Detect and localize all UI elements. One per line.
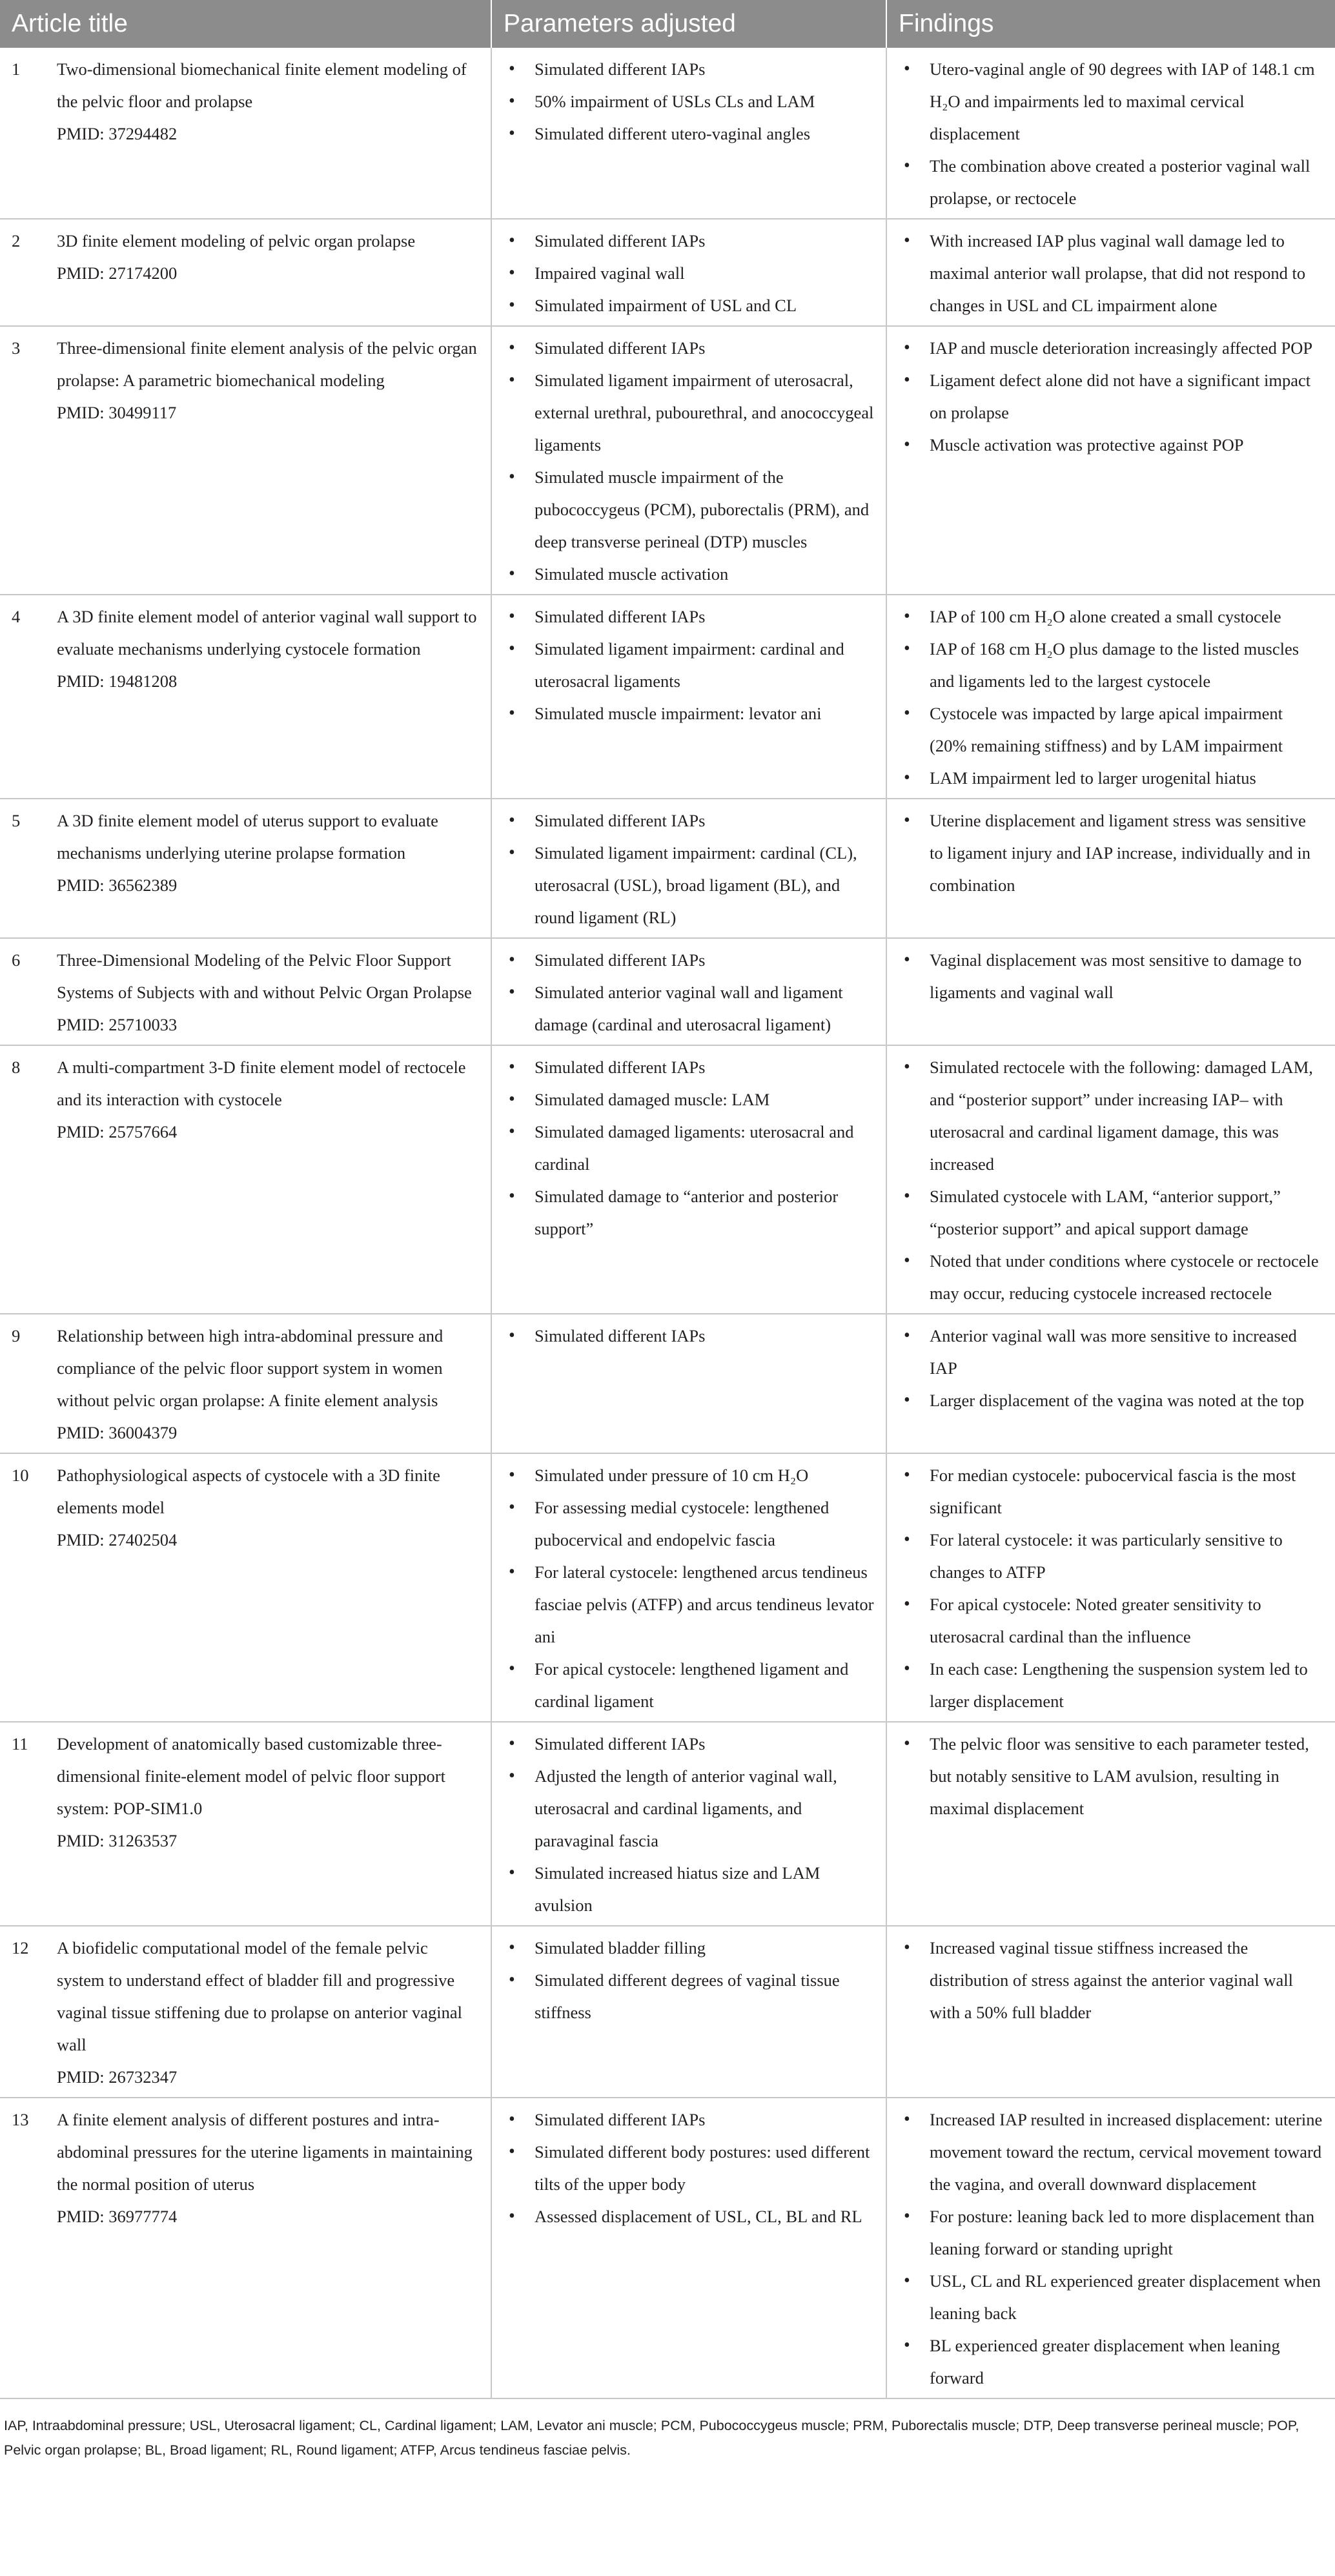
finding-item: • Utero-vaginal angle of 90 degrees with IAP of 148.1 cm H₂O and impairments led to maximal cervical displacement bbox=[904, 53, 1323, 150]
finding-item: • Increased vaginal tissue stiffness increased the distribution of stress against the anterior vaginal wall with a 50% full bladder bbox=[904, 1932, 1323, 2029]
table-row bbox=[0, 326, 1335, 595]
article-title-cell bbox=[0, 2098, 491, 2398]
parameters-list bbox=[504, 1459, 874, 1717]
article-title: A multi-compartment 3-D finite element model of rectocele and its interaction with cystocele bbox=[57, 1058, 466, 1109]
parameter-item: • Simulated different body postures: used different tilts of the upper body bbox=[509, 2136, 874, 2200]
findings-list bbox=[899, 53, 1323, 214]
findings-cell bbox=[886, 48, 1335, 219]
parameter-item: • Simulated different IAPs bbox=[509, 225, 874, 257]
finding-item: • USL, CL and RL experienced greater displacement when leaning back bbox=[904, 2265, 1323, 2329]
finding-item: • Larger displacement of the vagina was noted at the top bbox=[904, 1384, 1323, 1416]
article-entry bbox=[12, 1320, 479, 1449]
article-title-cell bbox=[0, 1314, 491, 1453]
parameter-item: • Simulated ligament impairment of uterosacral, external urethral, pubourethral, and anococcygeal ligaments bbox=[509, 364, 874, 461]
parameter-item: • Simulated damaged muscle: LAM bbox=[509, 1083, 874, 1116]
article-entry bbox=[12, 53, 479, 150]
parameter-item: • Simulated muscle impairment of the pubococcygeus (PCM), puborectalis (PRM), and deep transverse perineal (DTP) muscles bbox=[509, 461, 874, 558]
findings-list bbox=[899, 600, 1323, 794]
findings-cell bbox=[886, 1722, 1335, 1926]
parameter-item: • For apical cystocele: lengthened ligament and cardinal ligament bbox=[509, 1653, 874, 1717]
finding-item: • For posture: leaning back led to more displacement than leaning forward or standing upright bbox=[904, 2200, 1323, 2265]
finding-item: • Simulated cystocele with LAM, “anterior support,” “posterior support” and apical support damage bbox=[904, 1180, 1323, 1245]
table-row bbox=[0, 1045, 1335, 1314]
parameters-list bbox=[504, 1932, 874, 2029]
parameters-list bbox=[504, 804, 874, 934]
pmid: PMID: 19481208 bbox=[57, 671, 178, 691]
findings-cell bbox=[886, 595, 1335, 799]
finding-item: • BL experienced greater displacement when leaning forward bbox=[904, 2329, 1323, 2394]
findings-list bbox=[899, 944, 1323, 1008]
article-title-cell bbox=[0, 595, 491, 799]
parameter-item: • Simulated different IAPs bbox=[509, 53, 874, 85]
findings-list bbox=[899, 1728, 1323, 1825]
findings-cell bbox=[886, 219, 1335, 326]
row-number: 6 bbox=[12, 950, 21, 970]
parameter-item: • Simulated different utero-vaginal angles bbox=[509, 118, 874, 150]
row-number: 11 bbox=[12, 1734, 28, 1753]
article-text bbox=[57, 1051, 479, 1148]
finding-item: • For apical cystocele: Noted greater sensitivity to uterosacral cardinal than the influence bbox=[904, 1588, 1323, 1653]
parameter-item: • Simulated different degrees of vaginal tissue stiffness bbox=[509, 1964, 874, 2029]
article-title: Relationship between high intra-abdominal pressure and compliance of the pelvic floor support system in women without pelvic organ prolapse: A finite element analysis bbox=[57, 1326, 443, 1410]
parameter-item: • For assessing medial cystocele: lengthened pubocervical and endopelvic fascia bbox=[509, 1491, 874, 1556]
header-findings: Findings bbox=[886, 0, 1335, 48]
findings-cell bbox=[886, 799, 1335, 938]
pmid: PMID: 36977774 bbox=[57, 2207, 178, 2226]
article-text bbox=[57, 804, 479, 901]
finding-item: • The combination above created a posterior vaginal wall prolapse, or rectocele bbox=[904, 150, 1323, 214]
parameter-item: • Simulated different IAPs bbox=[509, 1728, 874, 1760]
findings-cell bbox=[886, 2098, 1335, 2398]
findings-cell bbox=[886, 1453, 1335, 1722]
article-title: 3D finite element modeling of pelvic organ prolapse bbox=[57, 231, 416, 250]
article-text bbox=[57, 1932, 479, 2093]
parameter-item: • Impaired vaginal wall bbox=[509, 257, 874, 289]
table-body bbox=[0, 48, 1335, 2398]
findings-list bbox=[899, 332, 1323, 461]
parameters-cell bbox=[491, 799, 886, 938]
pmid: PMID: 31263537 bbox=[57, 1831, 178, 1850]
article-text bbox=[57, 2103, 479, 2233]
table-row bbox=[0, 1314, 1335, 1453]
row-number: 13 bbox=[12, 2110, 29, 2129]
findings-list bbox=[899, 804, 1323, 901]
table-footnote: IAP, Intraabdominal pressure; USL, Uterosacral ligament; CL, Cardinal ligament; LAM, Levator ani muscle; PCM, Pubococcygeus muscle; PRM, Puborectalis muscle; DTP, Deep transverse perineal muscle; POP, Pelvic organ prolapse; BL, Broad ligament; RL, Round ligament; ATFP, Arcus tendineus fasciae pelvis. bbox=[4, 2418, 1299, 2458]
parameters-list bbox=[504, 944, 874, 1041]
article-title: A 3D finite element model of uterus support to evaluate mechanisms underlying uterine prolapse formation bbox=[57, 811, 438, 863]
article-text bbox=[57, 225, 479, 289]
parameters-cell bbox=[491, 1314, 886, 1453]
article-text bbox=[57, 1320, 479, 1449]
parameter-item: • Simulated damage to “anterior and posterior support” bbox=[509, 1180, 874, 1245]
finding-item: • IAP of 168 cm H₂O plus damage to the listed muscles and ligaments led to the largest cystocele bbox=[904, 633, 1323, 697]
finding-item: • Vaginal displacement was most sensitive to damage to ligaments and vaginal wall bbox=[904, 944, 1323, 1008]
finding-item: • Uterine displacement and ligament stress was sensitive to ligament injury and IAP increase, individually and in combination bbox=[904, 804, 1323, 901]
table-row bbox=[0, 219, 1335, 326]
row-number: 5 bbox=[12, 811, 21, 830]
finding-item: • LAM impairment led to larger urogenital hiatus bbox=[904, 762, 1323, 794]
article-entry bbox=[12, 600, 479, 697]
article-title: A biofidelic computational model of the female pelvic system to understand effect of bladder fill and progressive vaginal tissue stiffening due to prolapse on anterior vaginal wall bbox=[57, 1938, 462, 2054]
article-title-cell bbox=[0, 938, 491, 1045]
findings-cell bbox=[886, 1926, 1335, 2098]
article-title-cell bbox=[0, 1926, 491, 2098]
findings-cell bbox=[886, 1314, 1335, 1453]
article-entry bbox=[12, 332, 479, 429]
parameters-cell bbox=[491, 1453, 886, 1722]
table-row bbox=[0, 2098, 1335, 2398]
parameters-list bbox=[504, 1728, 874, 1921]
parameters-list bbox=[504, 225, 874, 322]
parameter-item: • Assessed displacement of USL, CL, BL and RL bbox=[509, 2200, 874, 2233]
finding-item: • Noted that under conditions where cystocele or rectocele may occur, reducing cystocele increased rectocele bbox=[904, 1245, 1323, 1309]
header-row bbox=[0, 0, 1335, 48]
article-title-cell bbox=[0, 799, 491, 938]
finding-item: • Cystocele was impacted by large apical impairment (20% remaining stiffness) and by LAM impairment bbox=[904, 697, 1323, 762]
article-entry bbox=[12, 1728, 479, 1857]
findings-cell bbox=[886, 938, 1335, 1045]
table-row bbox=[0, 1722, 1335, 1926]
parameter-item: • Simulated under pressure of 10 cm H₂O bbox=[509, 1459, 874, 1491]
parameter-item: • Adjusted the length of anterior vaginal wall, uterosacral and cardinal ligaments, and paravaginal fascia bbox=[509, 1760, 874, 1857]
parameters-cell bbox=[491, 595, 886, 799]
header-article-title: Article title bbox=[0, 0, 491, 48]
parameter-item: • Simulated different IAPs bbox=[509, 2103, 874, 2136]
findings-list bbox=[899, 1320, 1323, 1416]
pmid: PMID: 36562389 bbox=[57, 875, 178, 895]
article-title: A finite element analysis of different postures and intra-abdominal pressures for the uterine ligaments in maintaining the normal position of uterus bbox=[57, 2110, 473, 2194]
article-title: Pathophysiological aspects of cystocele with a 3D finite elements model bbox=[57, 1466, 440, 1517]
finding-item: • In each case: Lengthening the suspension system led to larger displacement bbox=[904, 1653, 1323, 1717]
parameter-item: • Simulated muscle impairment: levator ani bbox=[509, 697, 874, 730]
article-title-cell bbox=[0, 1045, 491, 1314]
parameter-item: • Simulated muscle activation bbox=[509, 558, 874, 590]
parameter-item: • Simulated anterior vaginal wall and ligament damage (cardinal and uterosacral ligament) bbox=[509, 976, 874, 1041]
parameter-item: • Simulated different IAPs bbox=[509, 804, 874, 837]
pmid: PMID: 30499117 bbox=[57, 403, 177, 422]
parameter-item: • Simulated different IAPs bbox=[509, 1320, 874, 1352]
parameter-item: • Simulated different IAPs bbox=[509, 944, 874, 976]
finding-item: • For lateral cystocele: it was particularly sensitive to changes to ATFP bbox=[904, 1524, 1323, 1588]
parameter-item: • For lateral cystocele: lengthened arcus tendineus fasciae pelvis (ATFP) and arcus tendineus levator ani bbox=[509, 1556, 874, 1653]
findings-cell bbox=[886, 1045, 1335, 1314]
article-text bbox=[57, 332, 479, 429]
finding-item: • Simulated rectocele with the following: damaged LAM, and “posterior support” under increasing IAP– with uterosacral and cardinal ligament damage, this was increased bbox=[904, 1051, 1323, 1180]
row-number: 2 bbox=[12, 231, 21, 250]
article-title: Two-dimensional biomechanical finite element modeling of the pelvic floor and prolapse bbox=[57, 59, 467, 111]
parameters-list bbox=[504, 332, 874, 590]
table-row bbox=[0, 1453, 1335, 1722]
row-number: 1 bbox=[12, 59, 21, 79]
parameters-cell bbox=[491, 326, 886, 595]
article-entry bbox=[12, 1051, 479, 1148]
parameters-cell bbox=[491, 2098, 886, 2398]
pmid: PMID: 36004379 bbox=[57, 1423, 178, 1442]
parameters-list bbox=[504, 600, 874, 730]
article-title: Three-dimensional finite element analysis of the pelvic organ prolapse: A parametric biomechanical modeling bbox=[57, 338, 477, 390]
article-title-cell bbox=[0, 1453, 491, 1722]
parameters-cell bbox=[491, 1926, 886, 2098]
article-title: Three-Dimensional Modeling of the Pelvic Floor Support Systems of Subjects with and without Pelvic Organ Prolapse bbox=[57, 950, 472, 1002]
row-number: 3 bbox=[12, 338, 21, 358]
pmid: PMID: 27402504 bbox=[57, 1530, 178, 1549]
parameters-cell bbox=[491, 1045, 886, 1314]
finding-item: • Increased IAP resulted in increased displacement: uterine movement toward the rectum, cervical movement toward the vagina, and overall downward displacement bbox=[904, 2103, 1323, 2200]
article-title-cell bbox=[0, 48, 491, 219]
article-entry bbox=[12, 804, 479, 901]
pmid: PMID: 26732347 bbox=[57, 2067, 178, 2087]
article-title-cell bbox=[0, 326, 491, 595]
finding-item: • For median cystocele: pubocervical fascia is the most significant bbox=[904, 1459, 1323, 1524]
article-entry bbox=[12, 1932, 479, 2093]
article-text bbox=[57, 1459, 479, 1556]
header-parameters-adjusted: Parameters adjusted bbox=[491, 0, 886, 48]
parameter-item: • Simulated ligament impairment: cardinal and uterosacral ligaments bbox=[509, 633, 874, 697]
parameters-list bbox=[504, 53, 874, 150]
parameter-item: • Simulated increased hiatus size and LAM avulsion bbox=[509, 1857, 874, 1921]
row-number: 10 bbox=[12, 1466, 29, 1485]
table-row bbox=[0, 595, 1335, 799]
article-entry bbox=[12, 225, 479, 289]
parameters-cell bbox=[491, 48, 886, 219]
parameters-cell bbox=[491, 219, 886, 326]
table-row bbox=[0, 1926, 1335, 2098]
pmid: PMID: 25757664 bbox=[57, 1122, 178, 1141]
parameter-item: • Simulated different IAPs bbox=[509, 332, 874, 364]
pmid: PMID: 25710033 bbox=[57, 1015, 178, 1034]
parameters-list bbox=[504, 1320, 874, 1352]
findings-list bbox=[899, 2103, 1323, 2394]
finding-item: • IAP and muscle deterioration increasingly affected POP bbox=[904, 332, 1323, 364]
table-row bbox=[0, 938, 1335, 1045]
findings-list bbox=[899, 1459, 1323, 1717]
article-title-cell bbox=[0, 1722, 491, 1926]
finding-item: • The pelvic floor was sensitive to each parameter tested, but notably sensitive to LAM avulsion, resulting in maximal displacement bbox=[904, 1728, 1323, 1825]
article-text bbox=[57, 1728, 479, 1857]
parameter-item: • Simulated impairment of USL and CL bbox=[509, 289, 874, 322]
pmid: PMID: 27174200 bbox=[57, 263, 178, 283]
findings-list bbox=[899, 1932, 1323, 2029]
findings-list bbox=[899, 1051, 1323, 1309]
article-title: A 3D finite element model of anterior vaginal wall support to evaluate mechanisms underlying cystocele formation bbox=[57, 607, 477, 659]
finding-item: • Anterior vaginal wall was more sensitive to increased IAP bbox=[904, 1320, 1323, 1384]
table-header bbox=[0, 0, 1335, 48]
pmid: PMID: 37294482 bbox=[57, 124, 178, 143]
article-text bbox=[57, 944, 479, 1041]
article-entry bbox=[12, 2103, 479, 2233]
finding-item: • IAP of 100 cm H₂O alone created a small cystocele bbox=[904, 600, 1323, 633]
parameter-item: • Simulated bladder filling bbox=[509, 1932, 874, 1964]
row-number: 12 bbox=[12, 1938, 29, 1958]
parameters-list bbox=[504, 2103, 874, 2233]
parameter-item: • Simulated different IAPs bbox=[509, 600, 874, 633]
parameter-item: • Simulated ligament impairment: cardinal (CL), uterosacral (USL), broad ligament (BL), and round ligament (RL) bbox=[509, 837, 874, 934]
parameters-cell bbox=[491, 1722, 886, 1926]
parameters-cell bbox=[491, 938, 886, 1045]
article-entry bbox=[12, 1459, 479, 1556]
parameter-item: • 50% impairment of USLs CLs and LAM bbox=[509, 85, 874, 118]
row-number: 9 bbox=[12, 1326, 21, 1345]
finding-item: • Muscle activation was protective against POP bbox=[904, 429, 1323, 461]
parameters-list bbox=[504, 1051, 874, 1245]
article-title-cell bbox=[0, 219, 491, 326]
findings-list bbox=[899, 225, 1323, 322]
finding-item: • Ligament defect alone did not have a significant impact on prolapse bbox=[904, 364, 1323, 429]
parameter-item: • Simulated different IAPs bbox=[509, 1051, 874, 1083]
parameter-item: • Simulated damaged ligaments: uterosacral and cardinal bbox=[509, 1116, 874, 1180]
table-row bbox=[0, 799, 1335, 938]
article-text bbox=[57, 53, 479, 150]
article-text bbox=[57, 600, 479, 697]
finding-item: • With increased IAP plus vaginal wall damage led to maximal anterior wall prolapse, that did not respond to changes in USL and CL impairment alone bbox=[904, 225, 1323, 322]
article-entry bbox=[12, 944, 479, 1041]
row-number: 4 bbox=[12, 607, 21, 626]
row-number: 8 bbox=[12, 1058, 21, 1077]
findings-cell bbox=[886, 326, 1335, 595]
table-row bbox=[0, 48, 1335, 219]
article-title: Development of anatomically based customizable three-dimensional finite-element model of pelvic floor support system: POP-SIM1.0 bbox=[57, 1734, 445, 1818]
